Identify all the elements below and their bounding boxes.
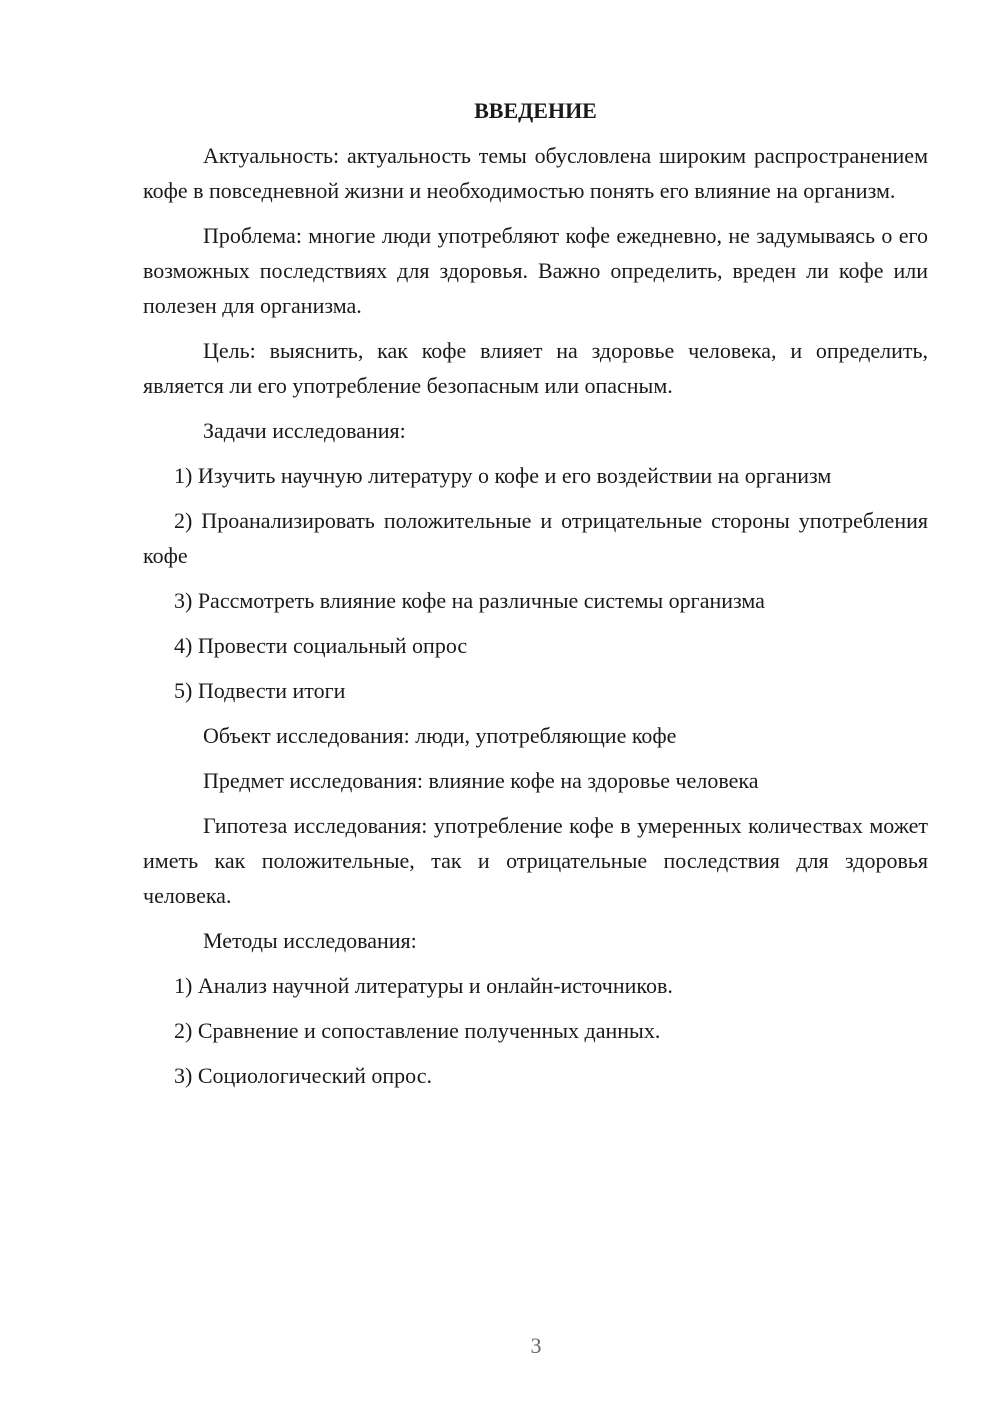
paragraph-goal: Цель: выяснить, как кофе влияет на здоровье человека, и определить, является ли его употребление безопасным или опасным. xyxy=(143,338,928,398)
paragraph-actuality: Актуальность: актуальность темы обусловлена широким распространением кофе в повседневной жизни и необходимостью понять его влияние на организм. xyxy=(143,143,928,203)
page-number: 3 xyxy=(530,1333,542,1358)
paragraph-subject: Предмет исследования: влияние кофе на здоровье человека xyxy=(203,768,759,793)
methods-title: Методы исследования: xyxy=(203,928,417,953)
paragraph-object: Объект исследования: люди, употребляющие кофе xyxy=(203,723,677,748)
method-item: 1) Анализ научной литературы и онлайн-источников. xyxy=(174,973,673,998)
tasks-title: Задачи исследования: xyxy=(203,418,406,443)
task-item: 2) Проанализировать положительные и отрицательные стороны употребления кофе xyxy=(143,508,928,568)
task-item: 5) Подвести итоги xyxy=(174,678,346,703)
section-heading: ВВЕДЕНИЕ xyxy=(474,98,597,123)
document-body xyxy=(143,96,928,1103)
method-item: 2) Сравнение и сопоставление полученных данных. xyxy=(174,1018,661,1043)
task-item: 1) Изучить научную литературу о кофе и его воздействии на организм xyxy=(174,463,832,488)
method-item: 3) Социологический опрос. xyxy=(174,1063,432,1088)
paragraph-hypothesis: Гипотеза исследования: употребление кофе в умеренных количествах может иметь как положительные, так и отрицательные последствия для здоровья человека. xyxy=(143,813,928,908)
paragraph-problem: Проблема: многие люди употребляют кофе ежедневно, не задумываясь о его возможных последствиях для здоровья. Важно определить, вреден ли кофе или полезен для организма. xyxy=(143,223,928,318)
task-item: 3) Рассмотреть влияние кофе на различные системы организма xyxy=(174,588,765,613)
task-item: 4) Провести социальный опрос xyxy=(174,633,468,658)
